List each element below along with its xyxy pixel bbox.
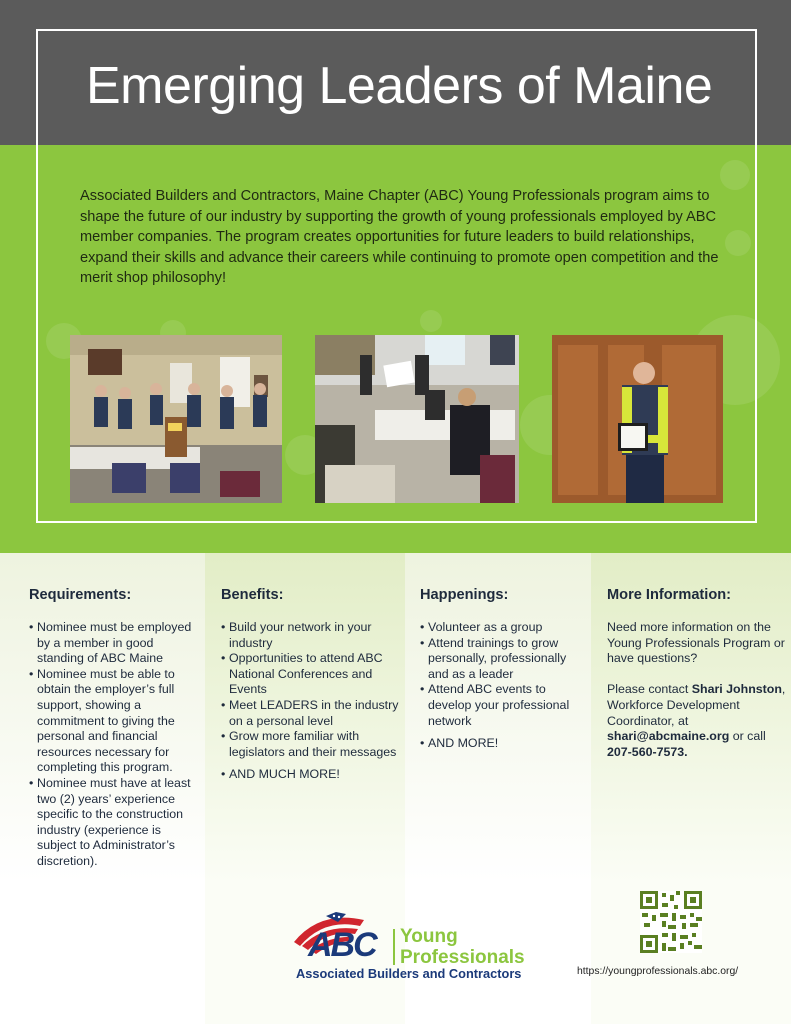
list-item: • Nominee must have at least two (2) years’ experience specific to the construction industry (experience is subject to Administrator’s discretion). bbox=[29, 776, 199, 870]
contact-name: Shari Johnston bbox=[691, 682, 782, 697]
group-meeting-photo bbox=[70, 335, 282, 503]
more-info-heading: More Information: bbox=[607, 587, 732, 603]
requirements-column bbox=[0, 553, 205, 1024]
list-item: • Nominee must be employed by a member in good standing of ABC Maine bbox=[29, 620, 199, 667]
list-item: • Grow more familiar with legislators and their messages bbox=[221, 729, 401, 760]
website-url[interactable]: https://youngprofessionals.abc.org/ bbox=[577, 966, 739, 977]
contact-info bbox=[607, 620, 787, 776]
qr-code-icon[interactable] bbox=[640, 891, 702, 953]
logo-divider bbox=[393, 929, 395, 965]
list-item: • Opportunities to attend ABC National Conferences and Events bbox=[221, 651, 401, 698]
contact-email[interactable]: shari@abcmaine.org bbox=[607, 729, 730, 744]
requirements-list bbox=[29, 620, 199, 870]
list-item: • AND MUCH MORE! bbox=[221, 767, 401, 783]
award-recipient-photo bbox=[552, 335, 723, 503]
contact-paragraph: Please contact Shari Johnston, Workforce Development Coordinator, at shari@abcmaine.org or call 207-560-7573. bbox=[607, 682, 786, 759]
page-title: Emerging Leaders of Maine bbox=[86, 57, 713, 115]
intro-paragraph: Associated Builders and Contractors, Maine Chapter (ABC) Young Professionals program aims to shape the future of our industry by supporting the growth of young professionals employed by ABC member companies. The program creates opportunities for future leaders to build relationships, expand their skills and advance their careers while continuing to promote open competition and the merit shop philosophy! bbox=[80, 188, 719, 287]
abc-letters: ABC bbox=[308, 926, 376, 964]
list-item: • Nominee must be able to obtain the employer’s full support, showing a commitment to giving the personal and financial resources necessary for completing this program. bbox=[29, 667, 199, 776]
training-session-photo bbox=[315, 335, 519, 503]
list-item: • AND MORE! bbox=[420, 736, 588, 752]
contact-phone[interactable]: 207-560-7573. bbox=[607, 744, 688, 759]
abc-young-professionals-logo bbox=[290, 912, 540, 984]
requirements-heading: Requirements: bbox=[29, 587, 132, 603]
benefits-list bbox=[221, 620, 401, 783]
benefits-heading: Benefits: bbox=[221, 587, 284, 603]
list-item: • Attend trainings to grow personally, professionally and as a leader bbox=[420, 636, 588, 683]
info-paragraph: Need more information on the Young Professionals Program or have questions? bbox=[607, 620, 785, 666]
more-info-column bbox=[591, 553, 791, 1024]
list-item: • Meet LEADERS in the industry on a personal level bbox=[221, 698, 401, 729]
happenings-heading: Happenings: bbox=[420, 587, 509, 603]
logo-tagline: Young Professionals bbox=[400, 926, 525, 968]
logo-org-name: Associated Builders and Contractors bbox=[296, 966, 522, 981]
happenings-list bbox=[420, 620, 588, 752]
list-item: • Attend ABC events to develop your professional network bbox=[420, 682, 588, 729]
list-item: • Volunteer as a group bbox=[420, 620, 588, 636]
list-item: • Build your network in your industry bbox=[221, 620, 401, 651]
